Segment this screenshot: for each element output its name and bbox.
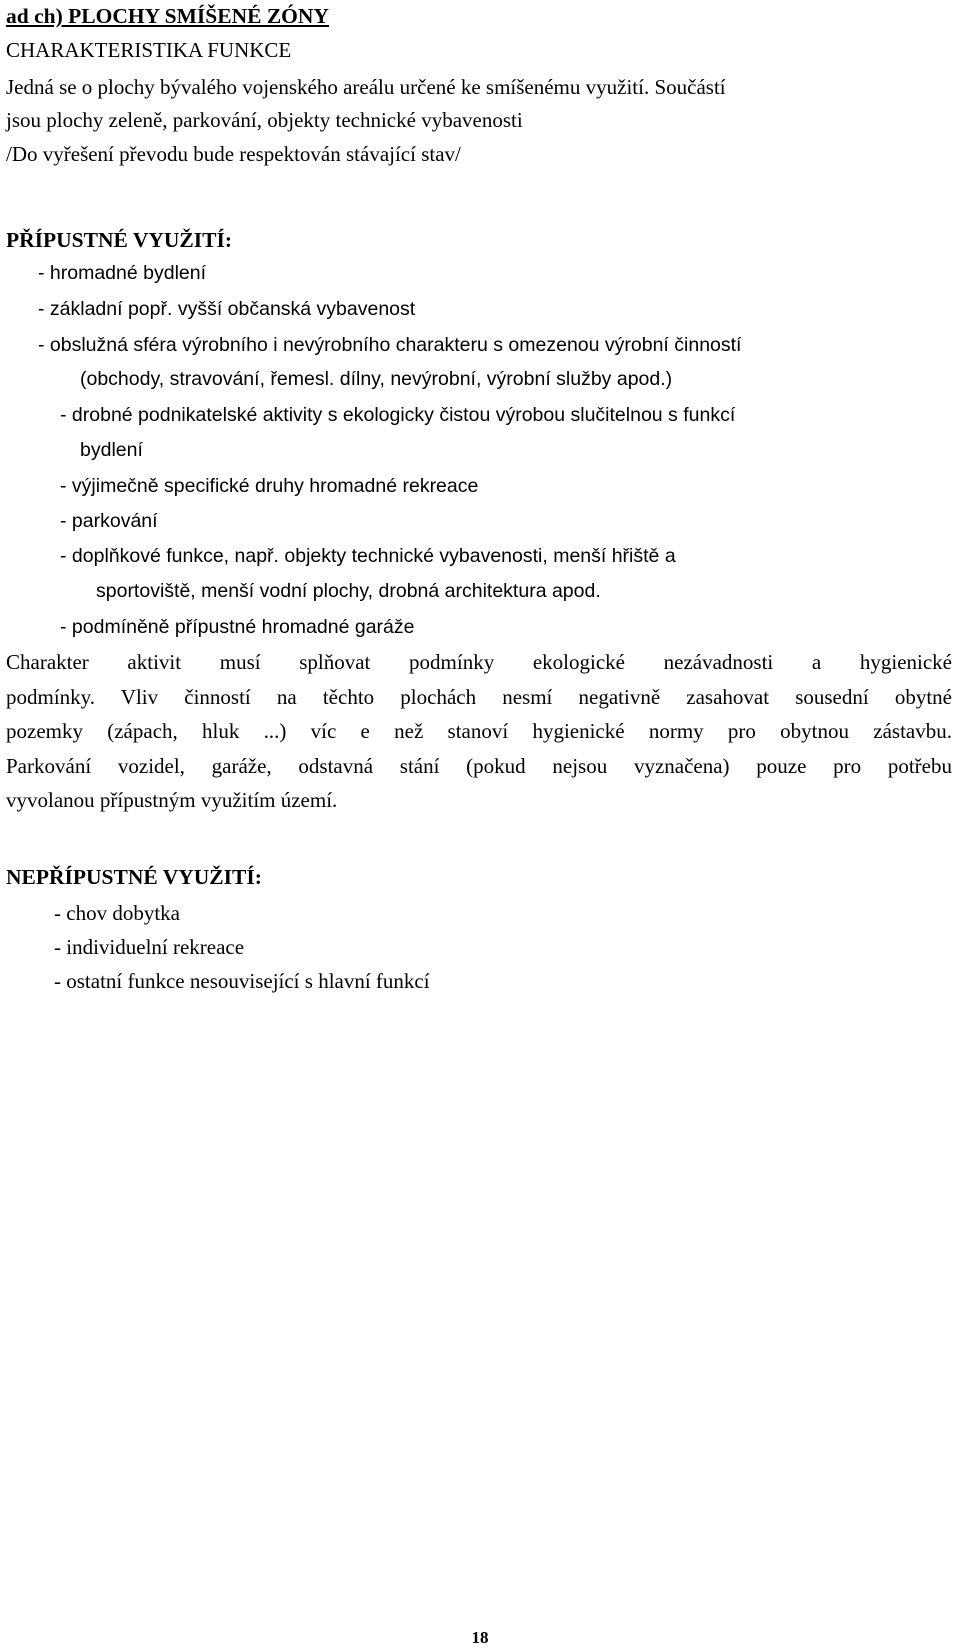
allowed-item: - parkování — [60, 510, 158, 532]
allowed-item: (obchody, stravování, řemesl. dílny, nevýrobní, výrobní služby apod.) — [80, 368, 673, 390]
forbidden-item: - individuelní rekreace — [54, 935, 245, 959]
allowed-item: - základní popř. vyšší občanská vybavenost — [38, 298, 416, 320]
allowed-item: - podmíněně přípustné hromadné garáže — [60, 616, 415, 638]
allowed-item: bydlení — [80, 439, 143, 461]
subtitle: CHARAKTERISTIKA FUNKCE — [6, 38, 292, 62]
allowed-heading: PŘÍPUSTNÉ VYUŽITÍ: — [6, 228, 232, 252]
forbidden-item: - ostatní funkce nesouvisející s hlavní funkcí — [54, 969, 430, 993]
allowed-item: sportoviště, menší vodní plochy, drobná architektura apod. — [96, 580, 601, 602]
intro-line: jsou plochy zeleně, parkování, objekty technické vybavenosti — [6, 108, 523, 132]
allowed-item: - výjimečně specifické druhy hromadné rekreace — [60, 475, 479, 497]
conditions-line: Parkování vozidel, garáže, odstavná stání (pokud nejsou vyznačena) pouze pro potřebu — [6, 754, 952, 778]
conditions-line: Charakter aktivit musí splňovat podmínky ekologické nezávadnosti a hygienické — [6, 650, 952, 674]
conditions-line: vyvolanou přípustným využitím území. — [6, 788, 338, 812]
allowed-item: - drobné podnikatelské aktivity s ekologicky čistou výrobou slučitelnou s funkcí — [60, 404, 736, 426]
intro-line: /Do vyřešení převodu bude respektován stávající stav/ — [6, 142, 461, 166]
intro-line: Jedná se o plochy bývalého vojenského areálu určené ke smíšenému využití. Součástí — [6, 75, 726, 99]
page-number: 18 — [471, 1628, 489, 1647]
allowed-item: - hromadné bydlení — [38, 262, 207, 284]
section-title: ad ch) PLOCHY SMÍŠENÉ ZÓNY — [6, 4, 329, 28]
forbidden-heading: NEPŘÍPUSTNÉ VYUŽITÍ: — [6, 865, 262, 889]
allowed-item: - obslužná sféra výrobního i nevýrobního charakteru s omezenou výrobní činností — [38, 334, 742, 356]
forbidden-item: - chov dobytka — [54, 901, 180, 925]
conditions-line: pozemky (zápach, hluk ...) víc e než stanoví hygienické normy pro obytnou zástavbu. — [6, 719, 952, 743]
allowed-item: - doplňkové funkce, např. objekty technické vybavenosti, menší hřiště a — [60, 545, 676, 567]
conditions-line: podmínky. Vliv činností na těchto plochách nesmí negativně zasahovat sousední obytné — [6, 685, 952, 709]
